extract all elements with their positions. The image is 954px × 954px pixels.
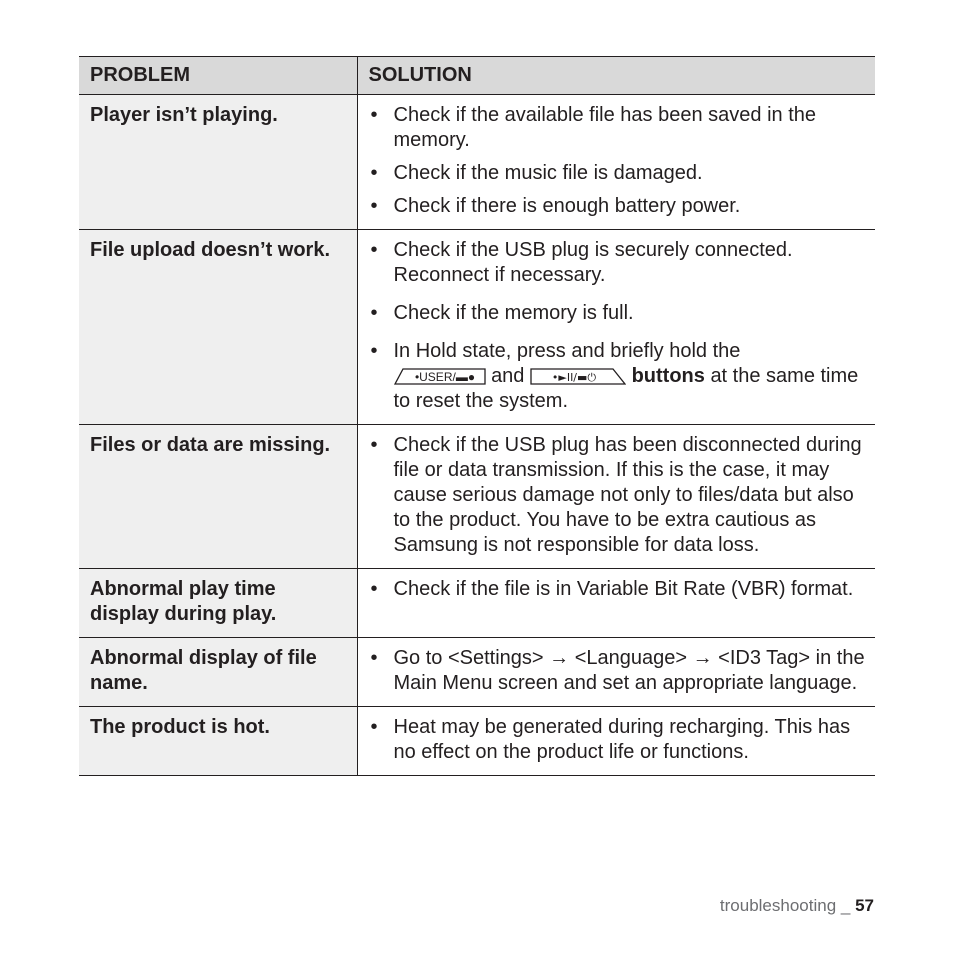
solution-list xyxy=(370,238,866,414)
solution-list xyxy=(370,577,866,602)
solution-item: • Check if the USB plug is securely connected. Reconnect if necessary. xyxy=(370,238,866,288)
problem-cell: The product is hot. xyxy=(79,707,357,776)
hold-text-after: at the same time to reset the system. xyxy=(393,365,859,412)
hold-text-before: In Hold state, press and briefly hold the xyxy=(393,340,741,362)
hold-and: and xyxy=(491,365,525,387)
footer-section: troubleshooting _ xyxy=(719,896,851,915)
table-row xyxy=(79,95,875,230)
svg-text:•USER/▬●: •USER/▬● xyxy=(414,370,475,384)
solution-item: • Check if the USB plug has been disconnected during file or data transmission. If this is the case, it may cause serious damage not only to files/data but also to the product. You have to be extra cautious as Samsung is not responsible for data loss. xyxy=(370,433,866,558)
solution-list xyxy=(370,646,866,696)
solution-item: • Check if the memory is full. xyxy=(370,301,866,326)
solution-item: • Check if the file is in Variable Bit Rate (VBR) format. xyxy=(370,577,866,602)
page-footer xyxy=(720,896,874,916)
table-row xyxy=(79,569,875,638)
solution-item: • Check if there is enough battery power. xyxy=(370,194,866,219)
table-header-row xyxy=(79,57,875,95)
troubleshooting-table xyxy=(79,56,875,776)
solution-item-hold xyxy=(370,339,866,414)
solution-cell xyxy=(357,569,875,638)
table-row xyxy=(79,638,875,707)
solution-list xyxy=(370,715,866,765)
solution-item: • Heat may be generated during recharging. This has no effect on the product life or functions. xyxy=(370,715,866,765)
solution-item: • Go to <Settings> → <Language> → <ID3 Tag> in the Main Menu screen and set an appropriate language. xyxy=(370,646,866,696)
hold-buttons-word: buttons xyxy=(631,365,705,387)
solution-list xyxy=(370,433,866,558)
solution-list xyxy=(370,103,866,219)
problem-cell: Abnormal display of file name. xyxy=(79,638,357,707)
header-problem: PROBLEM xyxy=(79,57,357,95)
solution-cell xyxy=(357,425,875,569)
solution-cell xyxy=(357,638,875,707)
solution-cell xyxy=(357,95,875,230)
user-button-icon xyxy=(394,368,486,385)
problem-cell: Abnormal play time display during play. xyxy=(79,569,357,638)
header-solution: SOLUTION xyxy=(357,57,875,95)
play-pause-power-button-icon xyxy=(530,368,626,385)
table-row xyxy=(79,425,875,569)
solution-cell xyxy=(357,230,875,425)
solution-item: • Check if the available file has been saved in the memory. xyxy=(370,103,866,153)
table-row xyxy=(79,707,875,776)
page-number: 57 xyxy=(855,896,874,915)
problem-cell: File upload doesn’t work. xyxy=(79,230,357,425)
problem-cell: Files or data are missing. xyxy=(79,425,357,569)
svg-text:•►II/▬⏻: •►II/▬⏻ xyxy=(551,371,597,384)
solution-item: • Check if the music file is damaged. xyxy=(370,161,866,186)
table-row xyxy=(79,230,875,425)
problem-cell: Player isn’t playing. xyxy=(79,95,357,230)
solution-cell xyxy=(357,707,875,776)
